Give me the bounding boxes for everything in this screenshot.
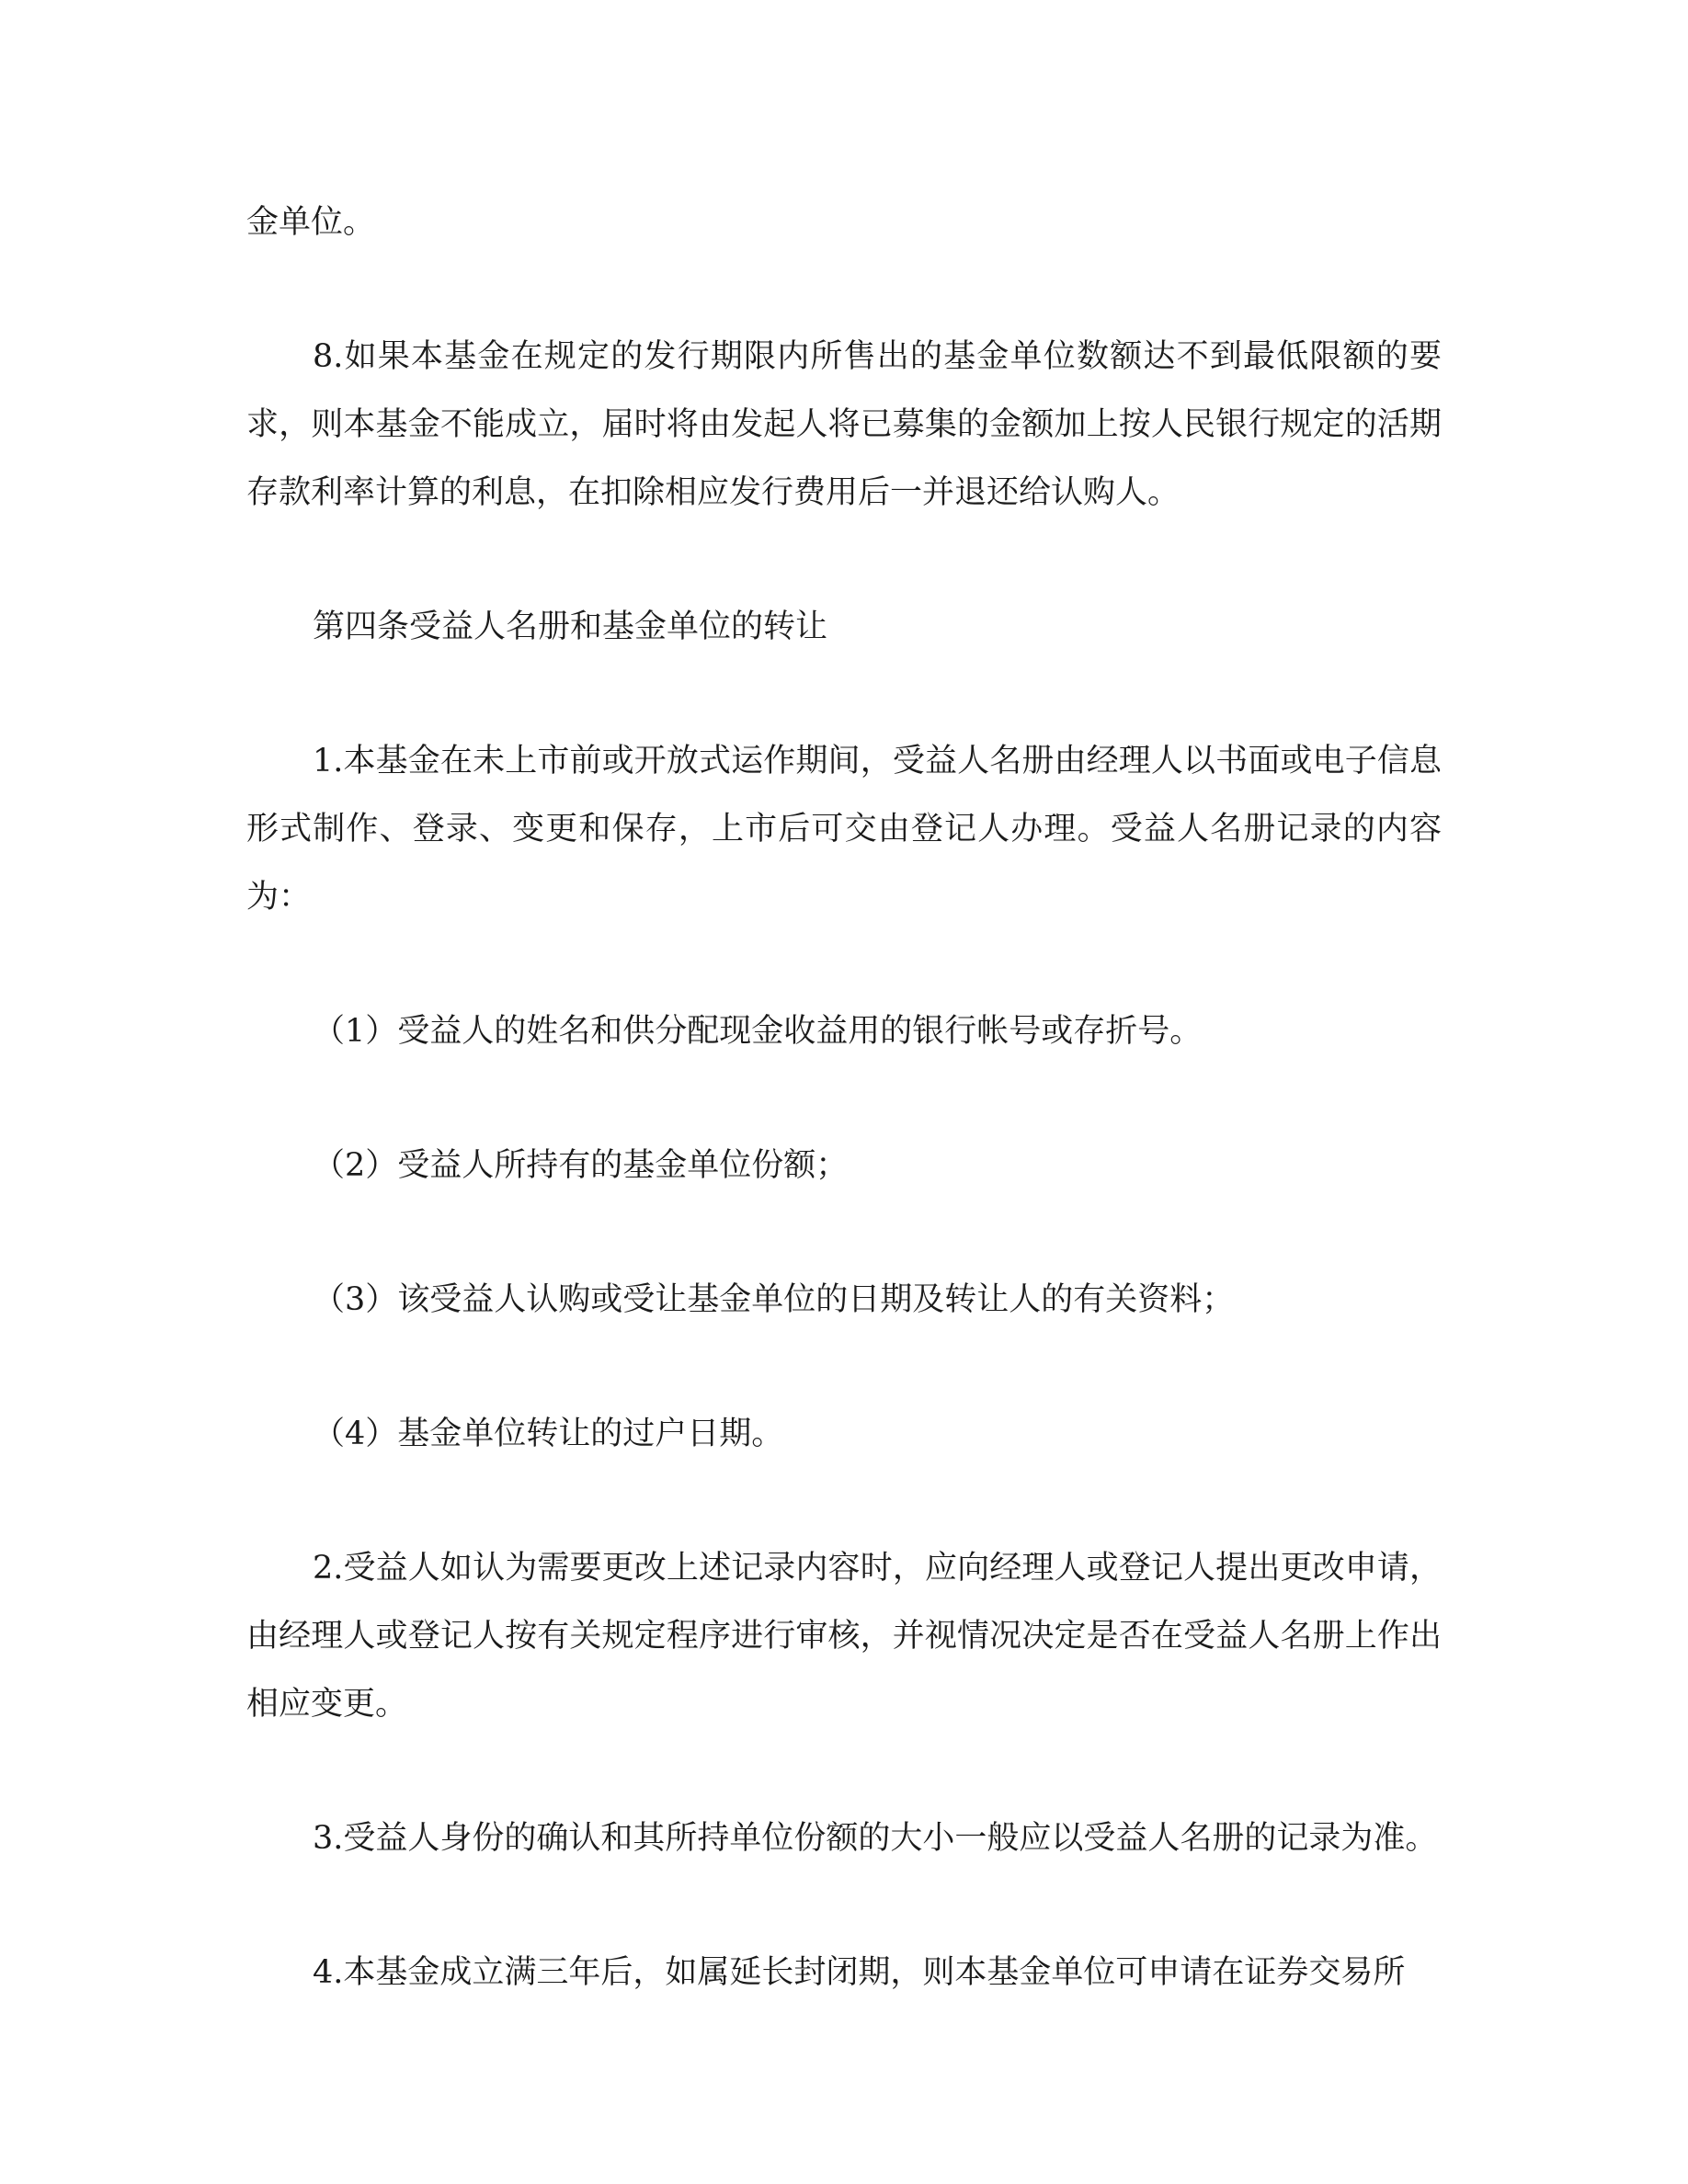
paragraph-item-8: 8.如果本基金在规定的发行期限内所售出的基金单位数额达不到最低限额的要求，则本基金不能成立，届时将由发起人将已募集的金额加上按人民银行规定的活期存款利率计算的利息，在扣除相应发行费用后一并退还给认购人。	[246, 338, 1442, 511]
document-body	[246, 188, 1442, 2073]
paragraph-item-3: 3.受益人身份的确认和其所持单位份额的大小一般应以受益人名册的记录为准。	[313, 1820, 1438, 1857]
list-item-3: （3）该受益人认购或受让基金单位的日期及转让人的有关资料；	[313, 1281, 1235, 1318]
list-item-1: （1）受益人的姓名和供分配现金收益用的银行帐号或存折号。	[313, 1013, 1203, 1050]
paragraph-item-4: 4.本基金成立满三年后，如属延长封闭期，则本基金单位可申请在证券交易所	[313, 1954, 1406, 1991]
list-item-4: （4）基金单位转让的过户日期。	[313, 1416, 784, 1452]
paragraph-item-2: 2.受益人如认为需要更改上述记录内容时，应向经理人或登记人提出更改申请，由经理人或登记人按有关规定程序进行审核，并视情况决定是否在受益人名册上作出相应变更。	[246, 1550, 1442, 1723]
paragraph-item-1: 1.本基金在未上市前或开放式运作期间，受益人名册由经理人以书面或电子信息形式制作、登录、变更和保存，上市后可交由登记人办理。受益人名册记录的内容为：	[246, 743, 1442, 916]
list-item-2: （2）受益人所持有的基金单位份额；	[313, 1147, 849, 1184]
section-heading-article-4: 第四条受益人名册和基金单位的转让	[313, 609, 828, 645]
paragraph-continuation: 金单位。	[246, 204, 376, 241]
